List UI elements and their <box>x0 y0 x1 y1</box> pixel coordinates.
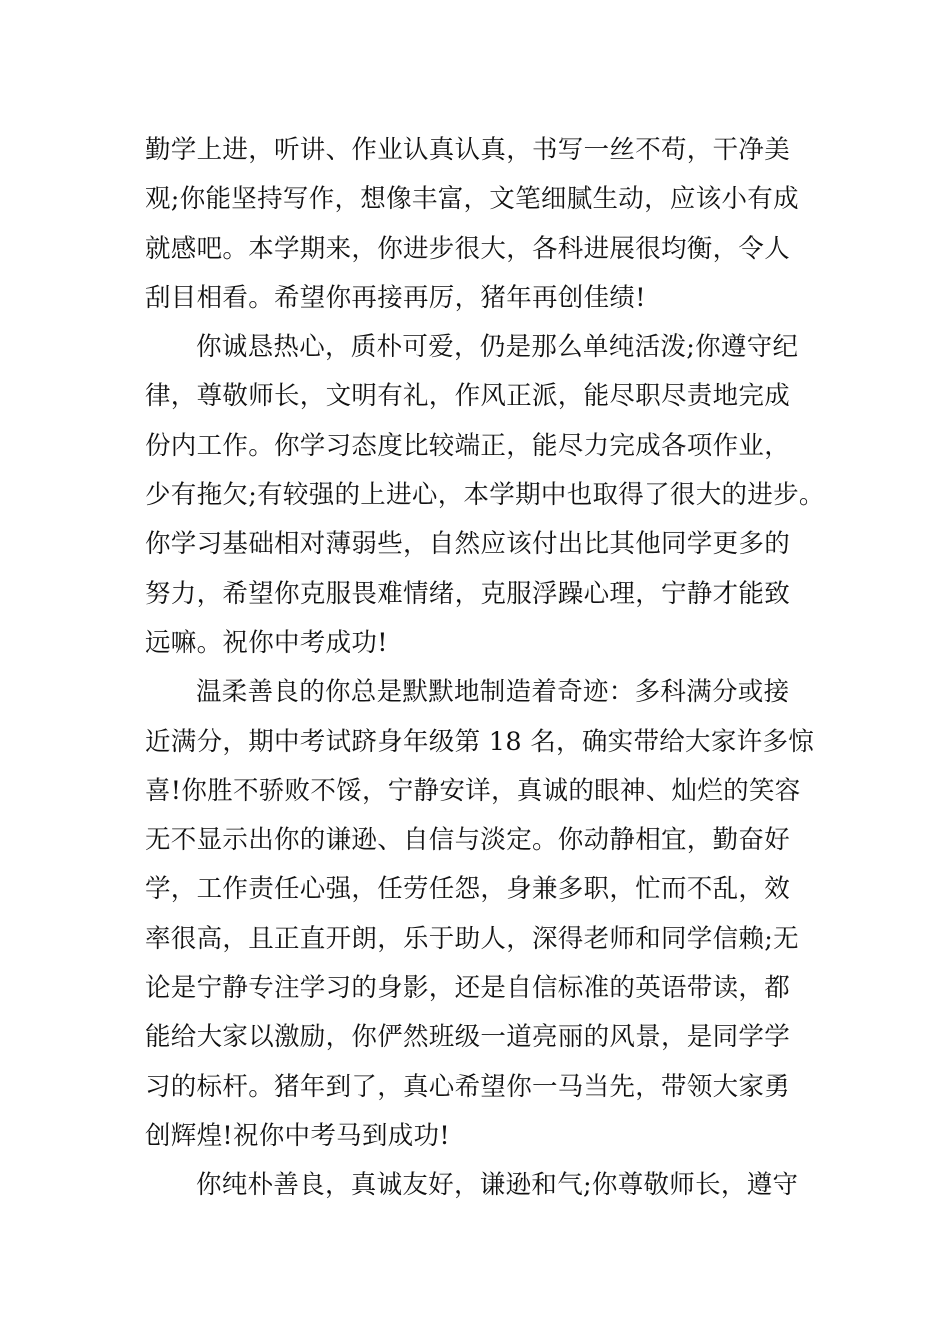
text-line: 刮目相看。希望你再接再厉，猪年再创佳绩! <box>145 282 646 313</box>
text-line: 能给大家以激励，你俨然班级一道亮丽的风景，是同学学 <box>145 1022 791 1053</box>
text-line: 你纯朴善良，真诚友好，谦逊和气;你尊敬师长，遵守 <box>196 1170 799 1201</box>
text-line: 份内工作。你学习态度比较端正，能尽力完成各项作业， <box>145 430 791 461</box>
text-line: 温柔善良的你总是默默地制造着奇迹：多科满分或接 <box>196 677 790 708</box>
text-line: 论是宁静专注学习的身影，还是自信标准的英语带读，都 <box>145 973 791 1004</box>
text-line: 努力，希望你克服畏难情绪，克服浮躁心理，宁静才能致 <box>145 578 791 609</box>
text-line: 律，尊敬师长，文明有礼，作风正派，能尽职尽责地完成 <box>145 381 791 412</box>
document-body <box>145 126 825 1211</box>
text-line: 就感吧。本学期来，你进步很大，各科进展很均衡，令人 <box>145 233 791 264</box>
text-line: 创辉煌!祝你中考马到成功! <box>145 1120 450 1151</box>
text-line: 近满分，期中考试跻身年级第 18 名，确实带给大家许多惊 <box>145 726 815 757</box>
text-line: 勤学上进，听讲、作业认真认真，书写一丝不苟，干净美 <box>145 135 791 165</box>
text-line: 你学习基础相对薄弱些，自然应该付出比其他同学更多的 <box>145 529 791 560</box>
text-line: 喜!你胜不骄败不馁，宁静安详，真诚的眼神、灿烂的笑容 <box>145 775 801 806</box>
text-line: 率很高，且正直开朗，乐于助人，深得老师和同学信赖;无 <box>145 923 799 954</box>
text-line: 少有拖欠;有较强的上进心，本学期中也取得了很大的进步。 <box>145 480 825 511</box>
text-line: 你诚恳热心，质朴可爱，仍是那么单纯活泼;你遵守纪 <box>196 332 799 363</box>
text-line: 无不显示出你的谦逊、自信与淡定。你动静相宜，勤奋好 <box>145 825 791 856</box>
text-line: 观;你能坚持写作，想像丰富，文笔细腻生动，应该小有成 <box>145 184 799 215</box>
text-line: 学，工作责任心强，任劳任怨，身兼多职，忙而不乱，效 <box>145 874 791 905</box>
text-line: 习的标杆。猪年到了，真心希望你一马当先，带领大家勇 <box>145 1071 791 1102</box>
text-line: 远嘛。祝你中考成功! <box>145 627 388 658</box>
